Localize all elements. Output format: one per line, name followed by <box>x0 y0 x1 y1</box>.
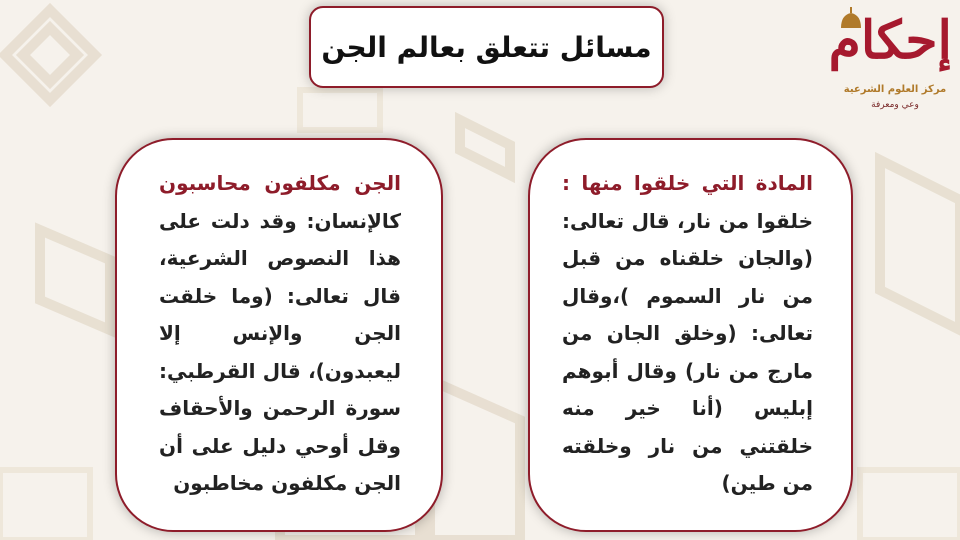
brand-logo <box>828 4 956 114</box>
logo-subtitle: مركز العلوم الشرعية <box>843 84 947 95</box>
card-jinn-creation-material <box>528 138 853 532</box>
card-heading: الجن مكلفون محاسبون <box>159 171 401 195</box>
card-body: كالإنسان: وقد دلت على هذا النصوص الشرعية، قال تعالى: (وما خلقت الجن والإنس إلا ليعبدون)، قال القرطبي: سورة الرحمن والأحقاف وقل أوحي دليل على أن الجن مكلفون مخاطبون <box>159 208 401 495</box>
title-box <box>309 6 664 88</box>
card-heading: المادة التي خلقوا منها : <box>562 171 813 195</box>
logo-mark: إحكام <box>828 10 952 71</box>
card-body: خلقوا من نار، قال تعالى: (والجان خلقناه من قبل من نار السموم )،وقال تعالى: (وخلق الجان من مارج من نار) وقال أبوهم إبليس (أنا خير منه خلقتني من نار وخلقته من طين) <box>562 208 813 495</box>
card-jinn-accountable <box>115 138 443 532</box>
slide-title: مسائل تتعلق بعالم الجن <box>321 30 652 64</box>
logo-tagline: وعي ومعرفة <box>871 100 919 110</box>
